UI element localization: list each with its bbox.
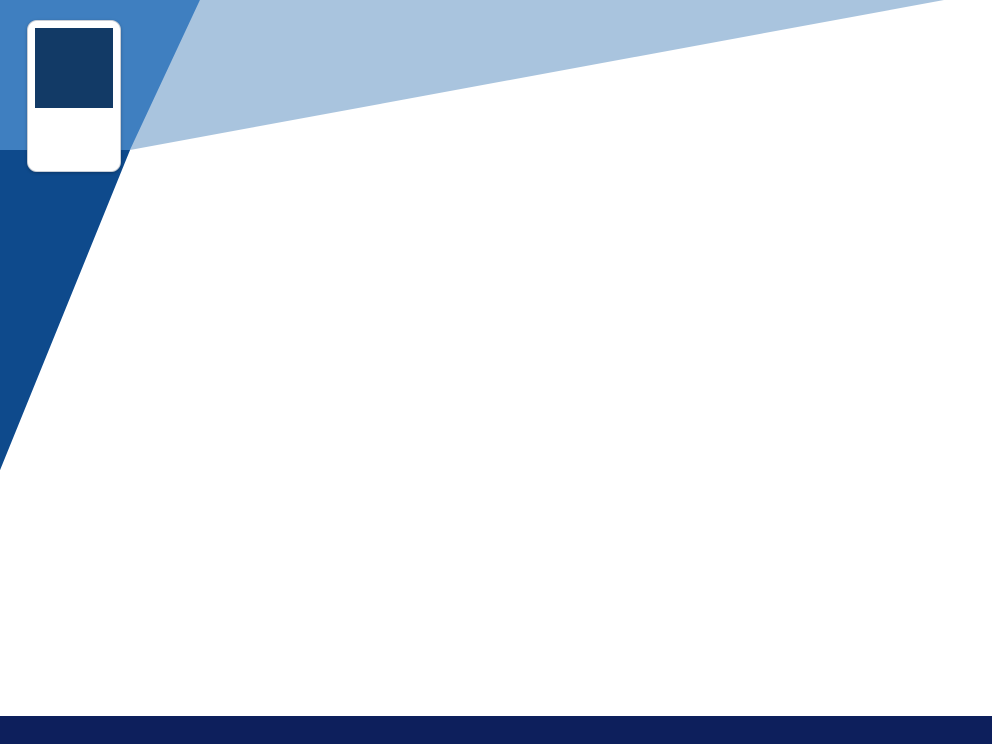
fk-logo (27, 20, 121, 172)
dark-blue-wedge (0, 150, 130, 470)
footer-bar (0, 716, 992, 744)
light-blue-band (130, 0, 944, 150)
fk-logo-mark-box (35, 28, 113, 108)
